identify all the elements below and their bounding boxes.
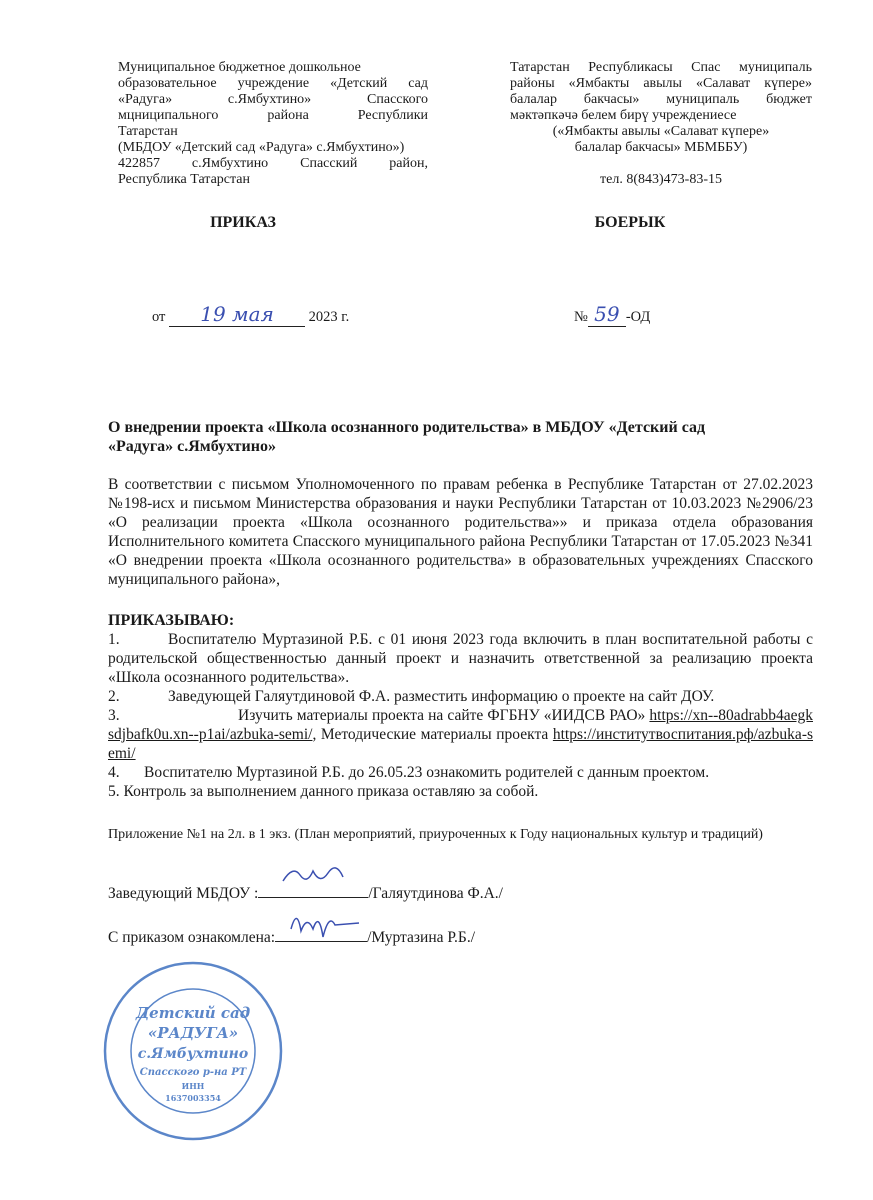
item-number: 1.: [108, 631, 120, 648]
handwritten-number: 59: [588, 302, 626, 327]
stamp-line: 1637003354: [165, 1093, 221, 1103]
header-left-line: 422857 с.Ямбухтино Спасский район,: [118, 156, 428, 171]
order-item-1: [108, 630, 813, 687]
header-left-line: «Радуга» с.Ямбухтино» Спасского: [118, 92, 428, 107]
appendix-note: Приложение №1 на 2л. в 1 экз. (План мероприятий, приуроченных к Году национальных культур и традиций): [108, 827, 763, 842]
header-left: [118, 60, 428, 188]
head-name: /Галяутдинова Ф.А./: [368, 885, 503, 902]
preamble: В соответствии с письмом Уполномоченного по правам ребенка в Республике Татарстан от 27.02.2023 №198-исх и письмом Министерства образования и науки Республики Татарстан от 10.03.2023 №2906/23 «О реализации проекта «Школа осознанного родительства»» и приказа отдела образования Исполнительного комитета Спасского муниципального района Республики Татарстан от 17.05.2023 №341 «О внедрении проекта «Школа осознанного родительства» в образовательных учреждениях Спасского муниципального района»,: [108, 476, 813, 588]
header-right-line: балалар бакчасы» муниципаль бюджет: [510, 92, 812, 107]
document-title: О внедрении проекта «Школа осознанного родительства» в МБДОУ «Детский сад «Радуга» с.Ямбухтино»: [108, 419, 706, 455]
header-right-line: балалар бакчасы» МБМББУ): [574, 140, 748, 155]
item-number: 4.: [108, 764, 120, 781]
organization-stamp: [98, 956, 288, 1146]
header-right-line: районы «Ямбакты авылы «Салават күпере»: [510, 76, 812, 91]
header-right-line: Татарстан Республикасы Спас муниципаль: [510, 60, 812, 75]
stamp-line: с.Ямбухтино: [137, 1046, 249, 1062]
order-item-5: 5. Контроль за выполнением данного приказа оставляю за собой.: [108, 783, 539, 800]
number-suffix: -ОД: [625, 309, 651, 325]
link-iidsv[interactable]: https://xn--80adrabb4aegksdjbafk0u.xn--p1ai/azbuka-semi/: [108, 707, 813, 743]
stamp-line: ИНН: [181, 1081, 205, 1091]
header-right: [510, 60, 812, 188]
item-number: 3.: [108, 707, 120, 724]
ack-name: /Муртазина Р.Б./: [367, 929, 476, 946]
item-text: , Методические материалы проекта: [312, 726, 549, 743]
item-text: Воспитателю Муртазиной Р.Б. до 26.05.23 ознакомить родителей с данным проектом.: [144, 764, 710, 781]
signature-ack: [108, 925, 813, 948]
order-items: [108, 630, 813, 801]
stamp-line: Детский сад: [135, 1004, 251, 1022]
ack-signature: [275, 925, 367, 942]
order-item-4: [108, 763, 813, 782]
header-left-line: (МБДОУ «Детский сад «Радуга» с.Ямбухтино»): [118, 140, 405, 155]
ack-label: С приказом ознакомлена:: [108, 929, 276, 946]
order-item-3: [108, 706, 813, 763]
head-signature: [258, 881, 368, 898]
document-body: [108, 418, 813, 1146]
doc-type-ru: ПРИКАЗ: [210, 214, 276, 231]
header-right-line: мәктәпкәчә белем бирү учреждениесе: [510, 108, 737, 123]
date-year: 2023 г.: [308, 309, 350, 325]
head-label: Заведующий МБДОУ :: [108, 885, 259, 902]
signature-head: [108, 881, 813, 904]
link-institute[interactable]: https://институтвоспитания.рф/azbuka-semi/: [108, 726, 814, 762]
stamp-line: «РАДУГА»: [147, 1024, 239, 1042]
header-left-line: мцниципального района Республики: [118, 108, 428, 123]
header-left-line: Республика Татарстан: [118, 172, 251, 187]
date-line: [152, 302, 349, 327]
header-right-line: («Ямбакты авылы «Салават күпере»: [552, 124, 770, 139]
header-left-line: образовательное учреждение «Детский сад: [118, 76, 428, 91]
order-item-2: [108, 687, 813, 706]
item-number: 2.: [108, 688, 120, 705]
header-left-line: Муниципальное бюджетное дошкольное: [118, 60, 361, 75]
phone: тел. 8(843)473-83-15: [600, 172, 722, 187]
number-line: [574, 302, 650, 327]
item-text: Заведующей Галяутдиновой Ф.А. разместить информацию о проекте на сайт ДОУ.: [168, 688, 715, 705]
header-left-line: Татарстан: [118, 124, 178, 139]
doc-type-tt: БОЕРЫК: [594, 214, 666, 231]
item-text: Изучить материалы проекта на сайте ФГБНУ «ИИДСВ РАО»: [238, 707, 646, 724]
item-text: Воспитателю Муртазиной Р.Б. с 01 июня 2023 года включить в план воспитательной работы с родительской общественностью данный проект и назначить ответственной за реализацию проекта «Школа осознанного родительства».: [108, 631, 813, 686]
order-heading: ПРИКАЗЫВАЮ:: [108, 612, 235, 629]
date-prefix: от: [152, 309, 166, 325]
number-prefix: №: [574, 309, 588, 325]
stamp-line: Спасского р-на РТ: [139, 1067, 247, 1078]
handwritten-date: 19 мая: [169, 302, 305, 327]
